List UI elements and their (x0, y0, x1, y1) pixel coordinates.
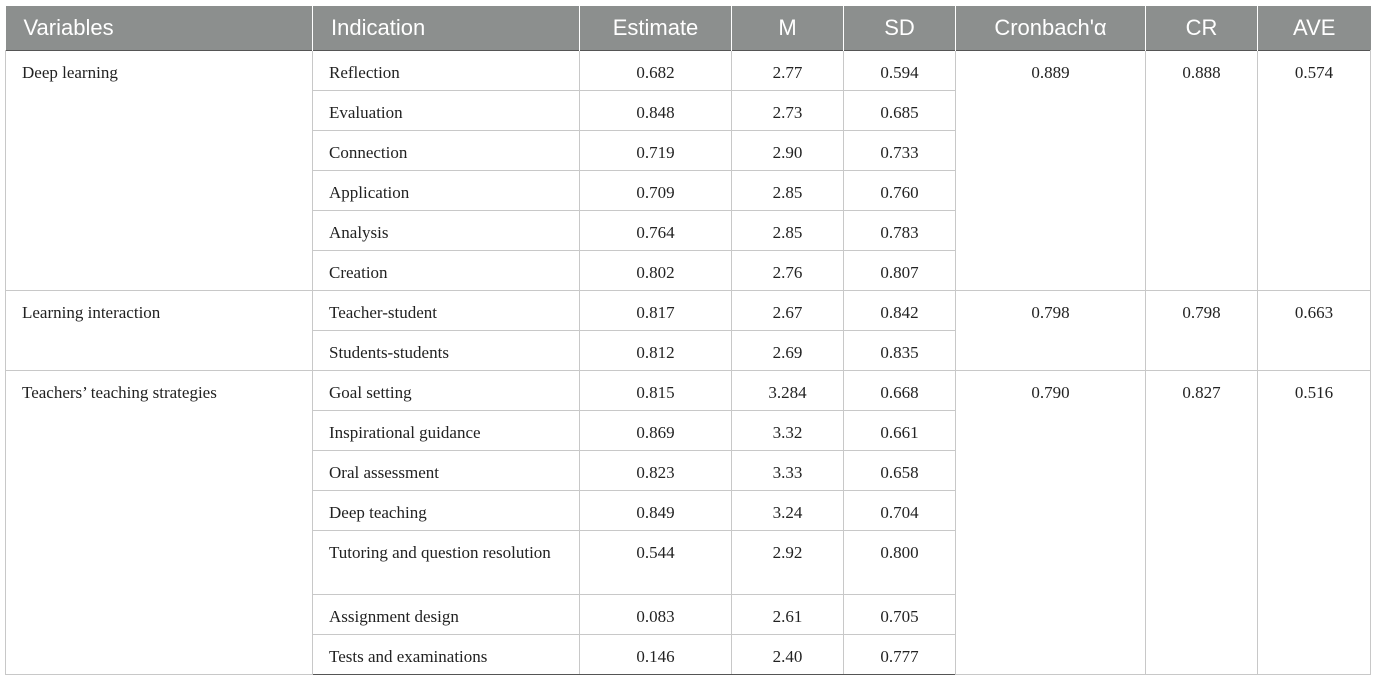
indication-cell: Tutoring and question resolution (313, 531, 580, 595)
indication-cell: Students-students (313, 331, 580, 371)
header-m: M (732, 6, 844, 51)
sd-cell: 0.685 (844, 91, 956, 131)
estimate-cell: 0.848 (580, 91, 732, 131)
sd-cell: 0.777 (844, 635, 956, 675)
sd-cell: 0.783 (844, 211, 956, 251)
sd-cell: 0.760 (844, 171, 956, 211)
indication-cell: Analysis (313, 211, 580, 251)
m-cell: 3.33 (732, 451, 844, 491)
estimate-cell: 0.146 (580, 635, 732, 675)
variable-cell: Teachers’ teaching strategies (6, 371, 313, 675)
cronbach-cell: 0.889 (956, 51, 1146, 291)
ave-cell: 0.574 (1258, 51, 1371, 291)
header-cr: CR (1146, 6, 1258, 51)
estimate-cell: 0.823 (580, 451, 732, 491)
header-sd: SD (844, 6, 956, 51)
reliability-table (5, 6, 1371, 675)
indication-cell: Deep teaching (313, 491, 580, 531)
indication-cell: Oral assessment (313, 451, 580, 491)
table-body (6, 51, 1371, 675)
header-cronbach: Cronbach'α (956, 6, 1146, 51)
table-row (6, 371, 1371, 411)
m-cell: 2.85 (732, 171, 844, 211)
cr-cell: 0.827 (1146, 371, 1258, 675)
indication-cell: Evaluation (313, 91, 580, 131)
indication-cell: Reflection (313, 51, 580, 91)
estimate-cell: 0.764 (580, 211, 732, 251)
cronbach-cell: 0.798 (956, 291, 1146, 371)
m-cell: 2.61 (732, 595, 844, 635)
indication-cell: Connection (313, 131, 580, 171)
m-cell: 2.77 (732, 51, 844, 91)
m-cell: 2.85 (732, 211, 844, 251)
indication-cell: Creation (313, 251, 580, 291)
estimate-cell: 0.083 (580, 595, 732, 635)
m-cell: 2.90 (732, 131, 844, 171)
indication-cell: Tests and examinations (313, 635, 580, 675)
indication-cell: Assignment design (313, 595, 580, 635)
m-cell: 2.73 (732, 91, 844, 131)
header-ave: AVE (1258, 6, 1371, 51)
header-variables: Variables (6, 6, 313, 51)
variable-cell: Learning interaction (6, 291, 313, 371)
m-cell: 3.24 (732, 491, 844, 531)
sd-cell: 0.807 (844, 251, 956, 291)
cr-cell: 0.798 (1146, 291, 1258, 371)
estimate-cell: 0.719 (580, 131, 732, 171)
estimate-cell: 0.815 (580, 371, 732, 411)
m-cell: 2.76 (732, 251, 844, 291)
m-cell: 2.67 (732, 291, 844, 331)
table-row (6, 291, 1371, 331)
sd-cell: 0.733 (844, 131, 956, 171)
estimate-cell: 0.802 (580, 251, 732, 291)
variable-cell: Deep learning (6, 51, 313, 291)
m-cell: 2.40 (732, 635, 844, 675)
estimate-cell: 0.544 (580, 531, 732, 595)
m-cell: 3.32 (732, 411, 844, 451)
cr-cell: 0.888 (1146, 51, 1258, 291)
sd-cell: 0.661 (844, 411, 956, 451)
indication-cell: Inspirational guidance (313, 411, 580, 451)
indication-cell: Goal setting (313, 371, 580, 411)
estimate-cell: 0.869 (580, 411, 732, 451)
indication-cell: Teacher-student (313, 291, 580, 331)
estimate-cell: 0.817 (580, 291, 732, 331)
indication-cell: Application (313, 171, 580, 211)
table-row (6, 51, 1371, 91)
m-cell: 2.69 (732, 331, 844, 371)
estimate-cell: 0.812 (580, 331, 732, 371)
table-header (6, 6, 1371, 51)
cronbach-cell: 0.790 (956, 371, 1146, 675)
sd-cell: 0.668 (844, 371, 956, 411)
sd-cell: 0.704 (844, 491, 956, 531)
sd-cell: 0.835 (844, 331, 956, 371)
sd-cell: 0.594 (844, 51, 956, 91)
estimate-cell: 0.849 (580, 491, 732, 531)
sd-cell: 0.658 (844, 451, 956, 491)
estimate-cell: 0.709 (580, 171, 732, 211)
m-cell: 2.92 (732, 531, 844, 595)
m-cell: 3.284 (732, 371, 844, 411)
sd-cell: 0.705 (844, 595, 956, 635)
header-estimate: Estimate (580, 6, 732, 51)
ave-cell: 0.663 (1258, 291, 1371, 371)
sd-cell: 0.800 (844, 531, 956, 595)
estimate-cell: 0.682 (580, 51, 732, 91)
ave-cell: 0.516 (1258, 371, 1371, 675)
header-indication: Indication (313, 6, 580, 51)
sd-cell: 0.842 (844, 291, 956, 331)
